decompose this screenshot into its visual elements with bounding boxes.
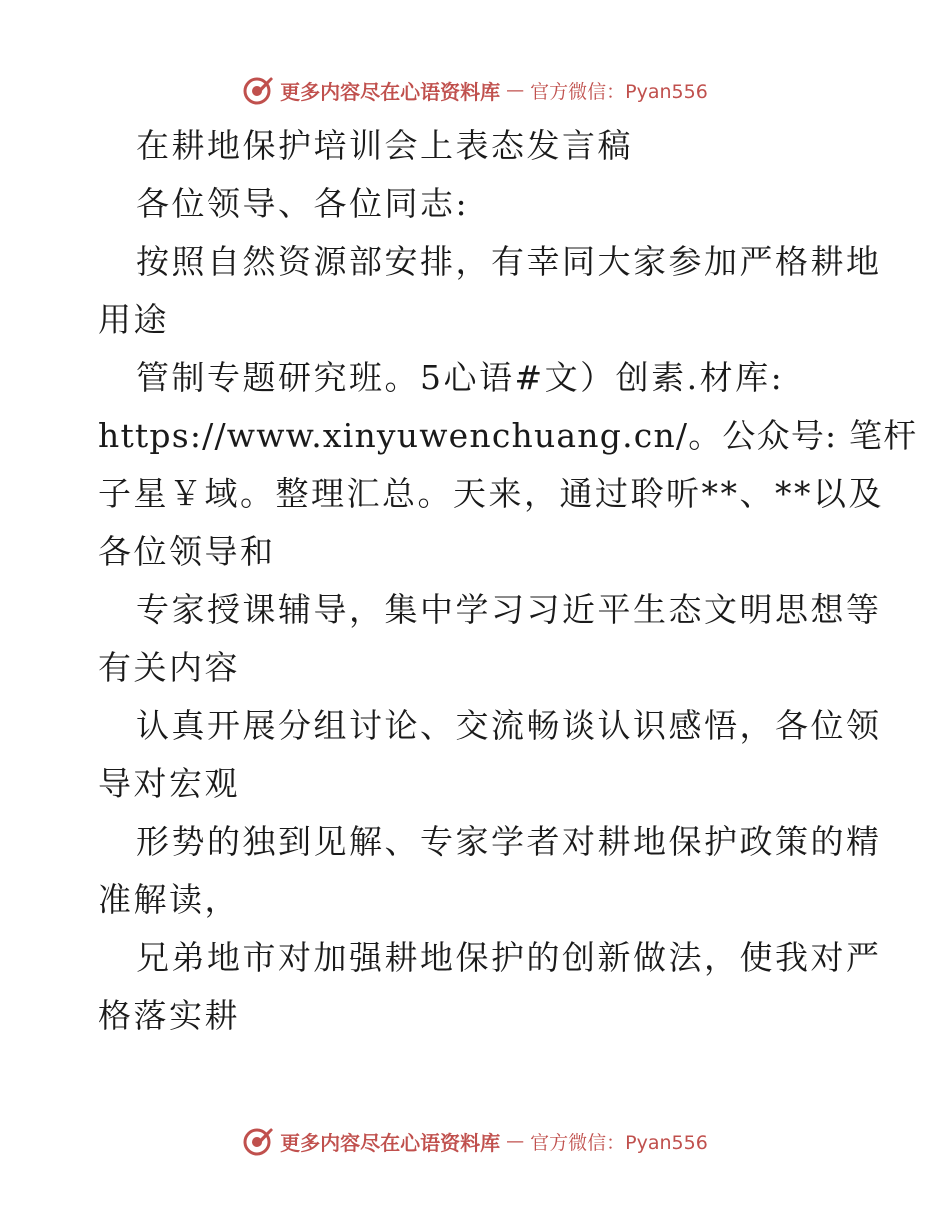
watermark-dash: —	[506, 1130, 525, 1152]
watermark-main-text: 更多内容尽在心语资料库	[280, 1130, 501, 1155]
footer-watermark	[0, 1123, 950, 1159]
header-watermark	[0, 72, 950, 108]
watermark-dash: —	[506, 79, 525, 101]
quill-logo-icon	[242, 1125, 274, 1157]
paragraph-line: 各位领导和	[98, 532, 276, 571]
paragraph-line: 认真开展分组讨论、交流畅谈认识感悟，各位领	[136, 706, 882, 745]
paragraph-line: 导对宏观	[98, 764, 240, 803]
salutation: 各位领导、各位同志:	[136, 184, 470, 223]
paragraph-line: 有关内容	[98, 648, 240, 687]
document-body	[98, 117, 918, 1045]
watermark-wechat-text: 官方微信：Pyan556	[530, 1131, 708, 1154]
paragraph-line: 用途	[98, 300, 169, 339]
document-title: 在耕地保护培训会上表态发言稿	[136, 126, 633, 165]
watermark-wechat-text: 官方微信：Pyan556	[530, 80, 708, 103]
watermark-main-text: 更多内容尽在心语资料库	[280, 79, 501, 104]
paragraph-line: 形势的独到见解、专家学者对耕地保护政策的精	[136, 822, 882, 861]
quill-logo-icon	[242, 74, 274, 106]
paragraph-line: 管制专题研究班。5心语#文）创素.材库:	[136, 358, 785, 397]
paragraph-line: 兄弟地市对加强耕地保护的创新做法，使我对严	[136, 938, 882, 977]
paragraph-line: 子星￥域。整理汇总。天来，通过聆听**、**以及	[98, 474, 884, 513]
paragraph-line: 按照自然资源部安排，有幸同大家参加严格耕地	[136, 242, 882, 281]
paragraph-line: 准解读，	[98, 880, 240, 919]
paragraph-line: 格落实耕	[98, 996, 240, 1035]
paragraph-line: 专家授课辅导，集中学习习近平生态文明思想等	[136, 590, 882, 629]
paragraph-line: https://www.xinyuwenchuang.cn/。公众号: 笔杆	[98, 416, 918, 455]
